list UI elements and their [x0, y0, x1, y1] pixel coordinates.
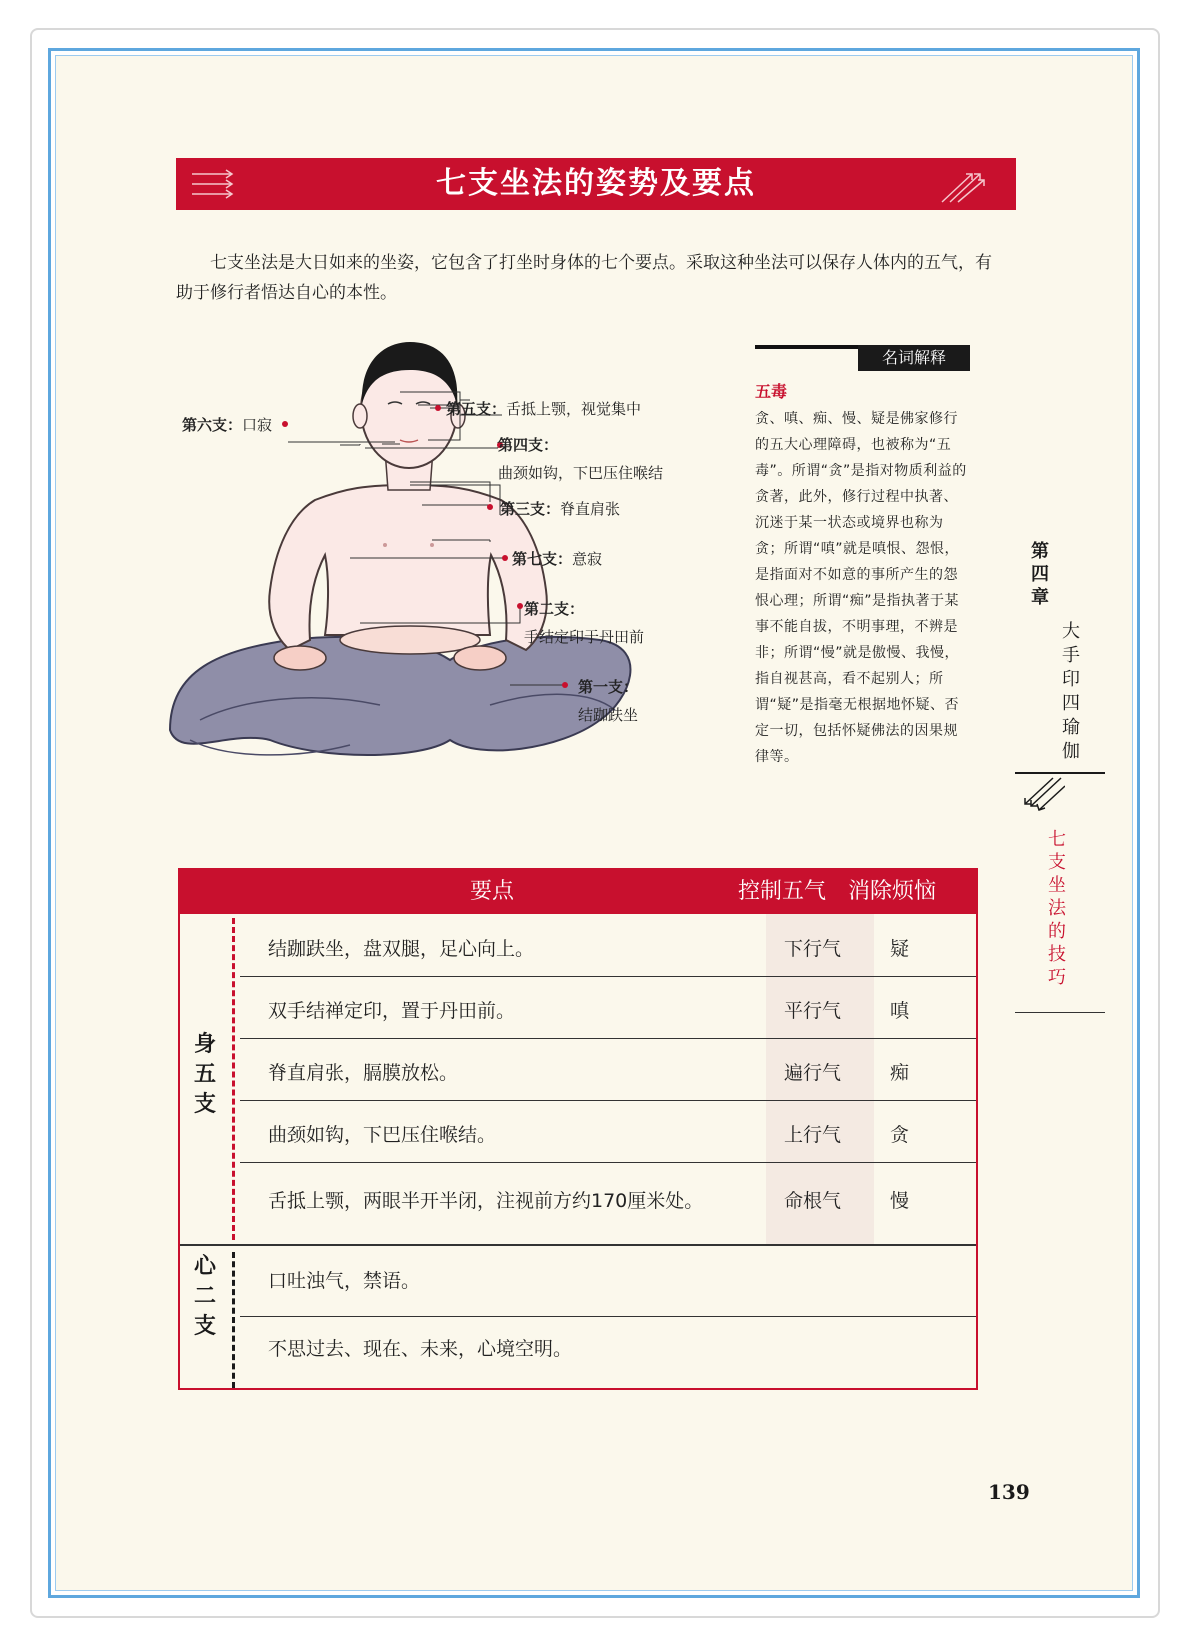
book-section-label: 大手印四瑜伽	[1062, 621, 1080, 762]
glossary-term: 五毒	[755, 382, 788, 401]
table-header	[180, 870, 976, 914]
section-label: 七支坐法的技巧	[1048, 829, 1066, 988]
callout-seven: 第七支：意寂	[512, 550, 603, 568]
row-2-qi: 平行气	[784, 1000, 842, 1022]
title-banner	[176, 158, 1016, 210]
key-points-table	[178, 868, 978, 1390]
callout-five: 第五支：舌抵上颚，视觉集中	[446, 400, 642, 418]
row-divider	[240, 976, 976, 977]
callout-one-label: 第一支：	[578, 678, 639, 696]
glossary-box	[755, 345, 970, 770]
callout-two-label: 第二支：	[524, 600, 585, 618]
header-qi: 控制五气	[738, 879, 827, 904]
row-divider	[240, 1038, 976, 1039]
page-number: 139	[988, 1480, 1030, 1504]
chapter-label: 第四章	[1031, 541, 1049, 608]
row-1-point: 结跏趺坐，盘双腿，足心向上。	[268, 938, 535, 960]
row-7-point: 不思过去、现在、未来，心境空明。	[268, 1338, 573, 1360]
group-mind-label: 心二支	[193, 1254, 216, 1339]
row-2-point: 双手结禅定印，置于丹田前。	[268, 1000, 516, 1022]
seated-figure-illustration	[160, 340, 730, 800]
row-4-qi: 上行气	[784, 1124, 842, 1146]
sidebar-divider	[1015, 772, 1105, 774]
row-4-point: 曲颈如钩，下巴压住喉结。	[268, 1124, 497, 1146]
row-2-affliction: 嗔	[890, 1000, 910, 1022]
callout-one-text: 结跏趺坐	[578, 706, 639, 724]
row-1-affliction: 疑	[890, 938, 910, 960]
header-points: 要点	[470, 879, 515, 904]
callout-six: 第六支：口寂	[182, 416, 273, 434]
row-3-qi: 遍行气	[784, 1062, 842, 1084]
sidebar-arrows-icon	[1021, 776, 1065, 816]
row-5-affliction: 慢	[890, 1190, 910, 1212]
page-title: 七支坐法的姿势及要点	[436, 166, 756, 201]
group1-dash-line	[232, 918, 235, 1240]
row-3-affliction: 痴	[890, 1062, 910, 1084]
sidebar-bottom-line	[1015, 1012, 1105, 1013]
arrows-right-icon	[938, 164, 986, 204]
group2-dash-line	[232, 1252, 235, 1388]
row-divider	[240, 1162, 976, 1163]
row-5-point: 舌抵上颚，两眼半开半闭，注视前方约170厘米处。	[268, 1190, 704, 1212]
glossary-header	[755, 345, 970, 371]
group-divider	[180, 1244, 976, 1246]
group-body-label: 身五支	[193, 1032, 216, 1117]
row-divider	[240, 1316, 976, 1317]
row-4-affliction: 贪	[890, 1124, 910, 1146]
row-3-point: 脊直肩张，膈膜放松。	[268, 1062, 459, 1084]
header-affliction: 消除烦恼	[848, 879, 937, 904]
callout-three: 第三支：脊直肩张	[500, 500, 621, 518]
callout-four-label: 第四支：	[498, 436, 559, 454]
callout-two-text: 手结定印于丹田前	[524, 628, 645, 646]
row-6-point: 口吐浊气，禁语。	[268, 1270, 421, 1292]
glossary-header-label: 名词解释	[858, 345, 970, 371]
meditation-figure	[160, 340, 730, 800]
intro-paragraph: 七支坐法是大日如来的坐姿，它包含了打坐时身体的七个要点。采取这种坐法可以保存人体内的五气，有助于修行者悟达自心的本性。	[176, 253, 992, 303]
row-5-qi: 命根气	[784, 1190, 842, 1212]
glossary-body: 贪、嗔、痴、慢、疑是佛家修行的五大心理障碍，也被称为“五毒”。所谓“贪”是指对物质利益的贪著，此外，修行过程中执著、沉迷于某一状态或境界也称为贪；所谓“嗔”就是嗔恨、怨恨，是指面对不如意的事所产生的怨恨心理；所谓“痴”是指执著于某事不能自拔，不明事理，不辨是非；所谓“慢”就是傲慢、我慢，指自视甚高，看不起别人；所谓“疑”是指毫无根据地怀疑、否定一切，包括怀疑佛法的因果规律等。	[755, 411, 967, 765]
row-divider	[240, 1100, 976, 1101]
callout-four-text: 曲颈如钩，下巴压住喉结	[498, 464, 664, 482]
row-1-qi: 下行气	[784, 938, 842, 960]
